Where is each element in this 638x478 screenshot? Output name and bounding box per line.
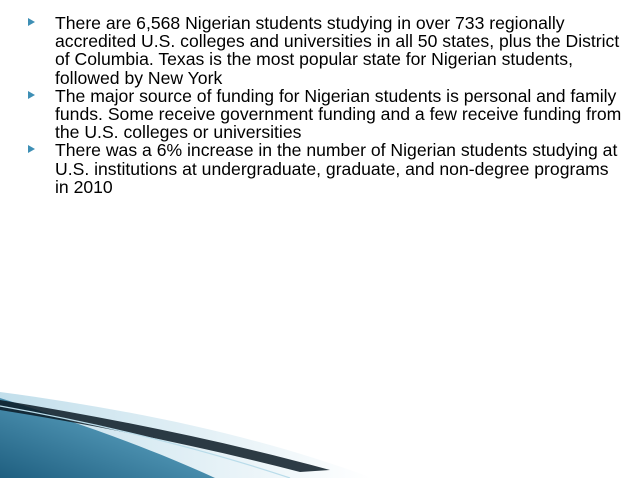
bullet-text: The major source of funding for Nigerian students is personal and family funds. Some receive government funding and a few receive funding from the U.S. colleges or universities: [55, 85, 622, 143]
bullet-text: There was a 6% increase in the number of Nigerian students studying at U.S. institutions at undergraduate, graduate, and non-degree programs in 2010: [55, 140, 618, 197]
bullet-text: There are 6,568 Nigerian students studying in over 733 regionally accredited U.S. colleges and universities in all 50 states, plus the District of Columbia. Texas is the most popular state for Nigerian students, followed by New York: [55, 13, 620, 88]
